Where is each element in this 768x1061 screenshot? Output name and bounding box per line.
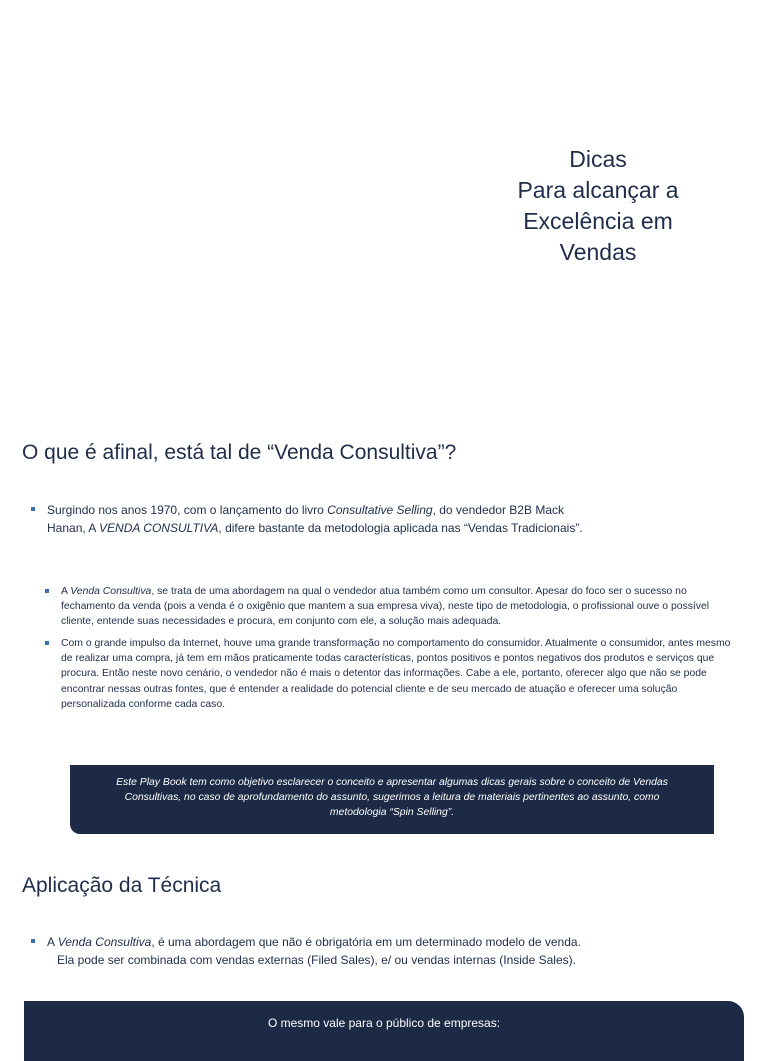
- intro-text-2: , do vendedor B2B Mack Hanan, A: [47, 503, 564, 535]
- bullet-square-icon: [31, 939, 35, 943]
- section-heading-venda-consultiva: O que é afinal, está tal de “Venda Consultiva”?: [22, 441, 457, 464]
- intro-text-1: Surgindo nos anos 1970, com o lançamento do livro: [47, 503, 328, 517]
- internet-text: Com o grande impulso da Internet, houve uma grande transformação no comportamento do consumidor. Atualmente o consumidor, antes mesmo de realizar uma compra, já tem em mãos praticamente todas características, pontos positivos e pontos negativos dos produtos e serviços que procura. Então neste novo cenário, o vendedor não é mais o detentor das informações. Cabe a ele, portanto, oferecer algo que não se pode encontrar nessas outras fontes, que é entender a realidade do potencial cliente e de seu mercado de atuação e oferecer uma solução personalizada conforme cada caso.: [61, 638, 731, 710]
- aplicacao-text-3: Ela pode ser combinada com vendas externas (Filed Sales), e/ ou vendas internas (Inside Sales).: [57, 953, 576, 967]
- bullet-square-icon: [45, 641, 49, 645]
- sub-bullet-definition: [61, 584, 731, 630]
- playbook-note-text: Este Play Book tem como objetivo esclarecer o conceito e apresentar algumas dicas gerais sobre o conceito de Vendas Consultivas, no caso de aprofundamento do assunto, sugerimos a leitura de materiais pertinentes ao assunto, como metodologia “Spin Selling”.: [116, 777, 668, 819]
- definition-term: Venda Consultiva: [70, 586, 152, 597]
- title-line-1: Dicas: [569, 146, 627, 172]
- playbook-note-box: [70, 765, 714, 834]
- bottom-highlight-box: [24, 1001, 744, 1061]
- bullet-square-icon: [31, 507, 35, 511]
- title-line-3: Excelência em: [523, 208, 673, 234]
- definition-text-1: A: [61, 586, 71, 597]
- title-line-2: Para alcançar a: [517, 177, 679, 203]
- aplicacao-bullet: [47, 933, 687, 969]
- definition-text-2: , se trata de uma abordagem na qual o vendedor atua também como um consultor. Apesar do foco ser o sucesso no fechamento da venda (pois a venda é o oxigênio que mantem a sua empresa viva), neste tipo de metodologia, o profissional ouve o possível cliente, entende suas necessidades e procura, em conjunto com ele, a solução mais adequada.: [61, 586, 710, 628]
- section-heading-aplicacao: Aplicação da Técnica: [22, 874, 222, 897]
- bottom-box-text: O mesmo vale para o público de empresas:: [267, 1016, 501, 1030]
- intro-paragraph: [47, 501, 587, 537]
- title-line-4: Vendas: [559, 239, 637, 265]
- aplicacao-text-1: A: [47, 935, 58, 949]
- aplicacao-term: Venda Consultiva: [57, 935, 152, 949]
- intro-text-3: , difere bastante da metodologia aplicada nas “Vendas Tradicionais”.: [218, 521, 583, 535]
- sub-bullet-internet: [61, 636, 731, 712]
- aplicacao-text-2: , é uma abordagem que não é obrigatória em um determinado modelo de venda.: [151, 935, 581, 949]
- intro-book-title: Consultative Selling: [327, 503, 433, 517]
- document-title: [488, 144, 708, 268]
- bullet-square-icon: [45, 589, 49, 593]
- intro-emphasis: VENDA CONSULTIVA: [99, 521, 219, 535]
